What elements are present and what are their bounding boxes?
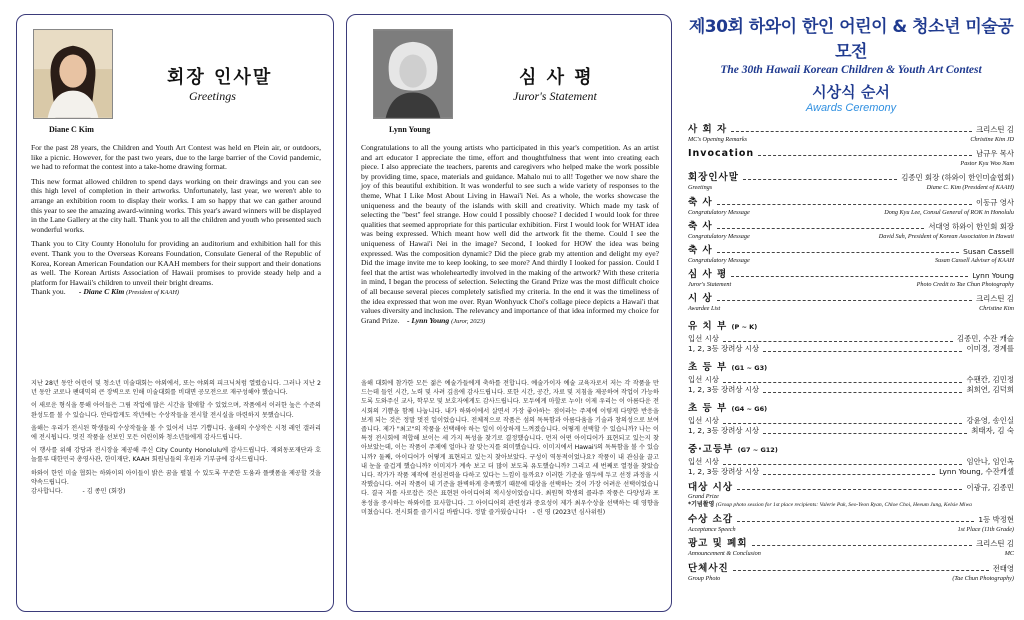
program-item-subline (688, 184, 1014, 191)
program-item-sub-left: Awardee List (688, 305, 721, 313)
greetings-en-thanks: Thank you. (31, 287, 66, 297)
group-photo-note-label: *기념촬영 (688, 501, 715, 509)
dotted-leader (731, 276, 968, 277)
program-item-sub-left: Congratulatory Message (688, 208, 750, 216)
dotted-leader (731, 131, 972, 132)
group-photo-note (688, 501, 1014, 509)
program-item-value: 크리스틴 김 (975, 294, 1014, 304)
juror-name: Lynn Young (389, 125, 431, 134)
ceremony-title-ko: 시상식 순서 (812, 83, 890, 101)
award-line-left: 입선 시상 (688, 457, 719, 467)
program-item (688, 221, 1014, 240)
juror-photo (373, 29, 453, 119)
dotted-leader (733, 570, 989, 571)
dotted-leader (717, 228, 925, 229)
program-item-sub-right: Dong Kyu Lee, Consul General of ROK in Honolulu (884, 208, 1014, 216)
program-item-sub-right: Diane C. Kim (President of KAAH) (926, 184, 1014, 192)
group-photo-note-text: (Group photo session for 1st place recipients: Valerie Pak, Seo-Yeon Ryan, Chloe Choi, Heeum Jung, Kelsie Miwa (715, 502, 972, 509)
program-item-label: 축 사 (688, 220, 713, 232)
contest-title-en: The 30th Hawaii Korean Children & Youth Art Contest (720, 64, 982, 76)
award-line-right: 강윤영, 송인실 (966, 415, 1014, 425)
program-item-row (688, 514, 1014, 525)
statement-en-paragraph: Congratulations to all the young artists who participated in this year's competition. As an artist and art educator I appreciate the time, effort and thoughtfulness that went into creating each piece. I also appreciate the teachers, parents and caregivers who helped make the work possible by providing time, space, materials and guidance. Mahalo nui to all! Together we now share the joy of this beautiful exhibition. It was wonderful to see such a wide variety of responses to the theme, What I Like Most About Living in Hawai'i Nei. As a whole, the works showcase the uniqueness and the beauty of the islands with skill and creativity. Which made my task of selecting the "best" feel strange. How could I possibly choose? I decided I would look for three qualities that seemed appropriate for this particular exhibition. First I would look for WHAT idea was being expressed. Which meant how well did the artwork fit the theme. Could I see the uniqueness of Hawai'i Nei in the image? Second, I looked for HOW the idea was being expressed. Was the composition dynamic? Did the piece grab my attention and delight my eye? Did the image invite me to keep looking, to see more? And thirdly I looked for passion. Could I feel that the artist was wholeheartedly involved in the making of the artwork? With these criteria in mind, I began the process of selection. Selecting the Grand Prize was the most difficult choice of all because several pieces completely satisfied my criteria. In the end it was the timeliness of the idea expressed that won me over. Ryan Wonhyuck Choi's collage piece depicts a Hawai'i that values diversity and inclusion. The relevancy and importance of that idea informed my choice for Grand Prize. (361, 143, 659, 325)
program-item-label: 수상 소감 (688, 514, 734, 526)
greetings-ko-paragraph: 이 행사를 위해 강당과 전시장을 제공해 주신 City County Honolulu에 감사드립니다. 재외동포재단과 호놀룰루 대한민국 총영사관, 한미재단, KAAH 회원님들의 후원과 기부금에 감사드립니다. (31, 447, 321, 464)
award-line-right: 수팬칸, 김민정 (966, 374, 1014, 384)
dotted-leader (723, 341, 953, 342)
president-photo (33, 29, 113, 119)
award-group-name: 유 치 부 (688, 320, 728, 332)
program-item (688, 563, 1014, 582)
program-item-subline (688, 550, 1014, 557)
program-item-label: Invocation (688, 148, 755, 160)
greetings-en-signoff (31, 287, 321, 298)
award-group-name: 초 등 부 (688, 361, 728, 373)
statement-english-body (361, 143, 659, 326)
program-item-row (688, 148, 1014, 159)
award-group-heading (688, 400, 1014, 414)
dotted-leader (717, 204, 972, 205)
grand-prize-item (688, 482, 1014, 500)
program-item-label: 광고 및 폐회 (688, 538, 748, 550)
program-item-row (688, 221, 1014, 232)
award-line-left: 1, 2, 3등 장려상 시상 (688, 425, 760, 435)
award-line-right: Lynn Young, 수잔캐셀 (939, 467, 1014, 477)
program-item-sub-left: Announcement & Conclusion (688, 550, 761, 558)
program-item-value: 서대영 하와이 한인회 회장 (928, 221, 1014, 231)
award-group-heading (688, 359, 1014, 373)
statement-en-signature: - Lynn Young (406, 315, 450, 325)
award-group-name: 중·고등부 (688, 444, 734, 456)
program-item-label: 대상 시상 (688, 482, 734, 494)
award-line (688, 344, 1014, 354)
program-item-row (688, 538, 1014, 549)
statement-ko-signature: - 린 영 (2023년 심사위원) (532, 508, 606, 516)
program-item-subline (688, 160, 1014, 167)
award-line-right: 이미경, 경계를 (966, 343, 1014, 353)
dotted-leader (723, 423, 963, 424)
award-line-left: 입선 시상 (688, 374, 719, 384)
juror-portrait-icon (374, 30, 452, 118)
program-item-label: 축 사 (688, 196, 713, 208)
statement-en-signature-role: (Juror, 2023) (451, 317, 486, 325)
dotted-leader (763, 433, 967, 434)
program-item-subline (688, 305, 1014, 312)
program-item-subline (688, 281, 1014, 288)
statement-title-en: Juror's Statement (513, 89, 597, 103)
program-item (688, 538, 1014, 557)
statement-title-ko: 심 사 평 (519, 67, 594, 88)
program-item-value: 1등 박정현 (978, 515, 1014, 525)
greetings-ko-paragraph: 지난 28년 동안 어린이 및 청소년 미술대회는 야외에서, 또는 야외의 피크닉처럼 열렸습니다. 그러나 지난 2년 동안 코로나 팬데믹의 큰 장벽으로 인해 미술대회를 비대면 공모전으로 재구성해야 했습니다. (31, 380, 321, 397)
program-item-sub-left: Acceptance Speech (688, 526, 736, 534)
dotted-leader (737, 521, 974, 522)
program-item-value: Susan Cassell (963, 246, 1014, 256)
greetings-english-body (31, 143, 321, 298)
program-item-label: 시 상 (688, 293, 713, 305)
program-item-value: 이광규, 김종민 (966, 483, 1014, 493)
program-item-sub-right: Christine Kim (979, 305, 1014, 313)
award-line-right: 임안나, 임인옥 (966, 457, 1014, 467)
award-line-left: 입선 시상 (688, 333, 719, 343)
award-group-range: (G7 ~ G12) (737, 446, 778, 455)
program-item-sub-right: Christine Kim JD (970, 136, 1014, 143)
program-item-row (688, 293, 1014, 304)
program-item-subline (688, 136, 1014, 143)
program-item-value: 김종민 회장 (하와이 한인미술협회) (901, 173, 1014, 183)
dotted-leader (737, 489, 962, 490)
program-item-value: 크리스틴 김 (975, 125, 1014, 134)
program-item-value: 이동규 영사 (975, 197, 1014, 207)
award-group-name: 초 등 부 (688, 402, 728, 414)
program-item-sub-left: Juror's Statement (688, 281, 732, 289)
program-item-row (688, 482, 1014, 493)
program-item-row (688, 563, 1014, 574)
program-item-value: Lynn Young (972, 271, 1014, 281)
award-line-left: 1, 2, 3등 장려상 시상 (688, 343, 760, 353)
greetings-en-signature: - Diane C Kim (78, 287, 125, 297)
program-item-sub-left: Group Photo (688, 574, 721, 582)
statement-ko-paragraph: 올해 대회에 참가한 모든 젊은 예술가들에게 축하를 전합니다. 예술가이자 예술 교육자로서 저는 각 작품을 만드는데 들인 시간, 노력 및 사려 깊음에 감사드립니다. 또한 시간, 공간, 자료 및 지침을 제공하여 작업이 가능하도록 도와주신 교사, 학부모 및 보호자에게도 감사드립니다. 모두에게 마할로 누이! 이제 우리는 이 아름다운 전시회의 기쁨을 함께 나눕니다. 내가 하와이에서 살면서 가장 좋아하는 점이라는 주제에 이렇게 다양한 반응을 보게 되는 것은 정말 멋진 일이었습니다. 전체적으로 작품은 섬의 독특함과 아름다움을 기술과 창의성으로 보여줍니다. 제가 "최고"의 작품을 선택해야 하는 일이 이상하게 느껴졌습니다. 어떻게 선택할 수 있습니까? 나는 이 특정 전시회에 적합해 보이는 세 가지 특성을 찾기로 결정했습니다. 먼저 어떤 아이디어가 표현되고 있는지 찾아보았는데, 이는 작품이 주제에 얼마나 잘 맞는지를 의미했습니다. 이미지에서 Hawai'i의 독특함을 볼 수 있습니까? 둘째, 아이디어가 어떻게 표현되고 있는지 찾아보았다. 구성이 역동적이었나요? 작품이 내 관심을 끌고 내 눈을 즐겁게 했습니까? 이미지가 계속 보고 더 많이 보도록 유도했습니까? 그리고 세 번째로 열정을 찾았습니다. 작가가 작품 제작에 전심전력을 다하고 있다는 느낌이 들까요? 이러한 기준을 염두에 두고 선정 과정을 시작했습니다. 여러 작품이 내 기준을 완벽하게 충족했기 때문에 대상을 선택하는 것이 가장 어려운 선택이었습니다. 결국 저를 사로잡은 것은 표현된 아이디어의 적시성이었습니다. 최원혁 학생의 콜라주 작품은 다양성과 포용성을 중시하는 하와이를 묘사합니다. 그 아이디어의 관련성과 중요성이 제가 최우수상을 선택하는 데 영향을 미쳤습니다. 전시회를 즐기시길 바랍니다. 정말 즐거웠습니다! (361, 380, 659, 516)
greetings-ko-thanks: 감사합니다. (31, 488, 63, 496)
program-item-sub-left: Congratulatory Message (688, 232, 750, 240)
greetings-ko-paragraph: 올해는 우리가 전시된 학생들의 수상작들을 볼 수 있어서 너무 기쁩니다. 올해의 수상작은 시청 레인 갤러리에 전시됩니다. 멋진 작품을 선보인 모든 어린이와 청소년들에게 감사드립니다. (31, 424, 321, 442)
award-group (688, 318, 1014, 354)
greetings-korean-body (31, 379, 321, 496)
program-item-sub-right: David Suh, President of Korean Association in Hawaii (878, 232, 1014, 240)
award-group-heading (688, 318, 1014, 332)
program-item-sub-left: Congratulatory Message (688, 256, 750, 264)
program-item-sub-right: MC (1004, 550, 1014, 558)
program-item-subline (688, 257, 1014, 264)
program-item-row (688, 197, 1014, 208)
award-line-left: 1, 2, 3등 장려상 시상 (688, 467, 760, 477)
program-item-label: 사 회 자 (688, 124, 728, 135)
ceremony-title-en: Awards Ceremony (805, 102, 897, 114)
program-item (688, 148, 1014, 167)
program-panel (684, 8, 1018, 614)
dotted-leader (752, 545, 972, 546)
president-name: Diane C Kim (49, 125, 94, 134)
program-item (688, 514, 1014, 533)
award-group-heading (688, 441, 1014, 455)
program-item-sub-right: (Tae Chun Photography) (952, 574, 1014, 582)
program-item-label: 회장인사말 (688, 172, 739, 184)
program-item-sub-right: Susan Cassell Adviser of KAAH (935, 256, 1014, 264)
program-item-sub-right: 1st Place (11th Grade) (957, 526, 1014, 534)
greetings-en-paragraph: This new format allowed children to spend days working on their drawings and you can see this high level of completion in their artworks. Unfortunately, last year, we weren't able to arrange an exhibition room to display their works. I am so happy that we can gather around this year to see the amazing award-winning works. This year's award winners will be displayed in the Lane Gallery at the city hall. Thank you to all the children and youth who presented such wonderful works. (31, 176, 321, 234)
dotted-leader (743, 179, 897, 180)
program-item-row (688, 245, 1014, 256)
program-item-label: 단체사진 (688, 562, 729, 574)
program-item-row (688, 269, 1014, 280)
award-group-range: (G1 ~ G3) (731, 363, 768, 372)
program-item-label: 축 사 (688, 244, 713, 256)
award-line-left: 입선 시상 (688, 415, 719, 425)
program-item-value: 남규우 목사 (975, 149, 1014, 159)
greetings-ko-paragraph: 이 새로운 형식을 통해 아이들은 그림 작업에 많은 시간을 할애할 수 있었으며, 작품에서 이러한 높은 수준의 완성도를 볼 수 있습니다. 안타깝게도 작년에는 수상작들을 전시할 전시실을 마련하지 못했습니다. (31, 402, 321, 419)
president-portrait-icon (34, 30, 112, 118)
greetings-ko-signoff (31, 487, 321, 496)
program-item-sub-right: Photo Credit to Tae Chun Photography (916, 281, 1014, 289)
award-line (688, 426, 1014, 436)
program-item-sub-left: Greetings (688, 184, 713, 192)
greetings-panel (16, 14, 334, 612)
juror-statement-panel (346, 14, 672, 612)
dotted-leader (723, 382, 963, 383)
award-line (688, 467, 1014, 477)
award-line (688, 385, 1014, 395)
greetings-ko-paragraph: 하와이 한인 미술 협회는 하와이의 아이들이 밝은 꿈을 펼칠 수 있도록 꾸준한 도움과 플랫폼을 제공할 것을 약속드립니다. (31, 469, 321, 486)
greetings-ko-signature: - 김 종민 (회장) (82, 488, 126, 496)
award-line-right: 최희연, 김덕희 (966, 384, 1014, 394)
dotted-leader (763, 474, 935, 475)
program-item-sub-left: Grand Prize (688, 493, 719, 501)
program-item-row (688, 124, 1014, 135)
greetings-title-ko: 회장 인사말 (167, 67, 273, 88)
program-item (688, 124, 1014, 143)
contest-title-ko: 제30회 하와이 한인 어린이 & 청소년 미술공모전 (688, 17, 1014, 62)
program-item (688, 269, 1014, 288)
program-item (688, 293, 1014, 312)
program-item-subline (688, 575, 1014, 582)
program-item-row (688, 172, 1014, 183)
greetings-en-signature-role: (President of KAAH) (126, 289, 179, 297)
dotted-leader (717, 252, 959, 253)
dotted-leader (763, 351, 962, 352)
dotted-leader (717, 300, 972, 301)
dotted-leader (723, 464, 963, 465)
program-item (688, 172, 1014, 191)
award-group-range: (G4 ~ G6) (731, 404, 768, 413)
statement-korean-body (361, 379, 659, 517)
program-item (688, 245, 1014, 264)
award-group (688, 359, 1014, 395)
program-item-subline (688, 526, 1014, 533)
program-item-sub-right: Pastor Kyu Woo Nam (960, 160, 1014, 168)
program-item (688, 197, 1014, 216)
award-line-right: 최태자, 김 숙 (971, 425, 1014, 435)
award-group (688, 400, 1014, 436)
program-item-sub-left: MC's Opening Remarks (688, 136, 748, 143)
program-item-label: 심 사 평 (688, 269, 728, 281)
program-item-subline (688, 209, 1014, 216)
award-line-left: 1, 2, 3등 장려상 시상 (688, 384, 760, 394)
award-group (688, 441, 1014, 477)
award-group-range: (P ~ K) (731, 322, 758, 331)
program-list (684, 124, 1018, 582)
dotted-leader (758, 155, 972, 156)
award-line-right: 김종민, 수잔 캐슬 (956, 333, 1014, 343)
greetings-title-en: Greetings (189, 89, 236, 103)
greetings-en-paragraph: Thank you to City County Honolulu for providing an auditorium and exhibition hall for this event. Thank you to the Overseas Koreans Foundation, Consulate General of the Republic of Korea, Korean American Foundation our KAAH members for their support and their donations as well. The Korean Artists Association of Hawaii promises to provide steady help and a platform for Hawaii's children to unveil their bright dreams. (31, 239, 321, 287)
program-item-value: 크리스틴 김 (975, 539, 1014, 549)
greetings-en-paragraph: For the past 28 years, the Children and Youth Art Contest was held en Plein air, or outdoors, like a picnic. However, for the past two years, due to the large barrier of the Covid pandemic, we had to reformat the contest into a take-home drawing format. (31, 143, 321, 172)
dotted-leader (763, 392, 962, 393)
program-item-subline (688, 233, 1014, 240)
program-item-value: 전태영 (992, 563, 1014, 573)
